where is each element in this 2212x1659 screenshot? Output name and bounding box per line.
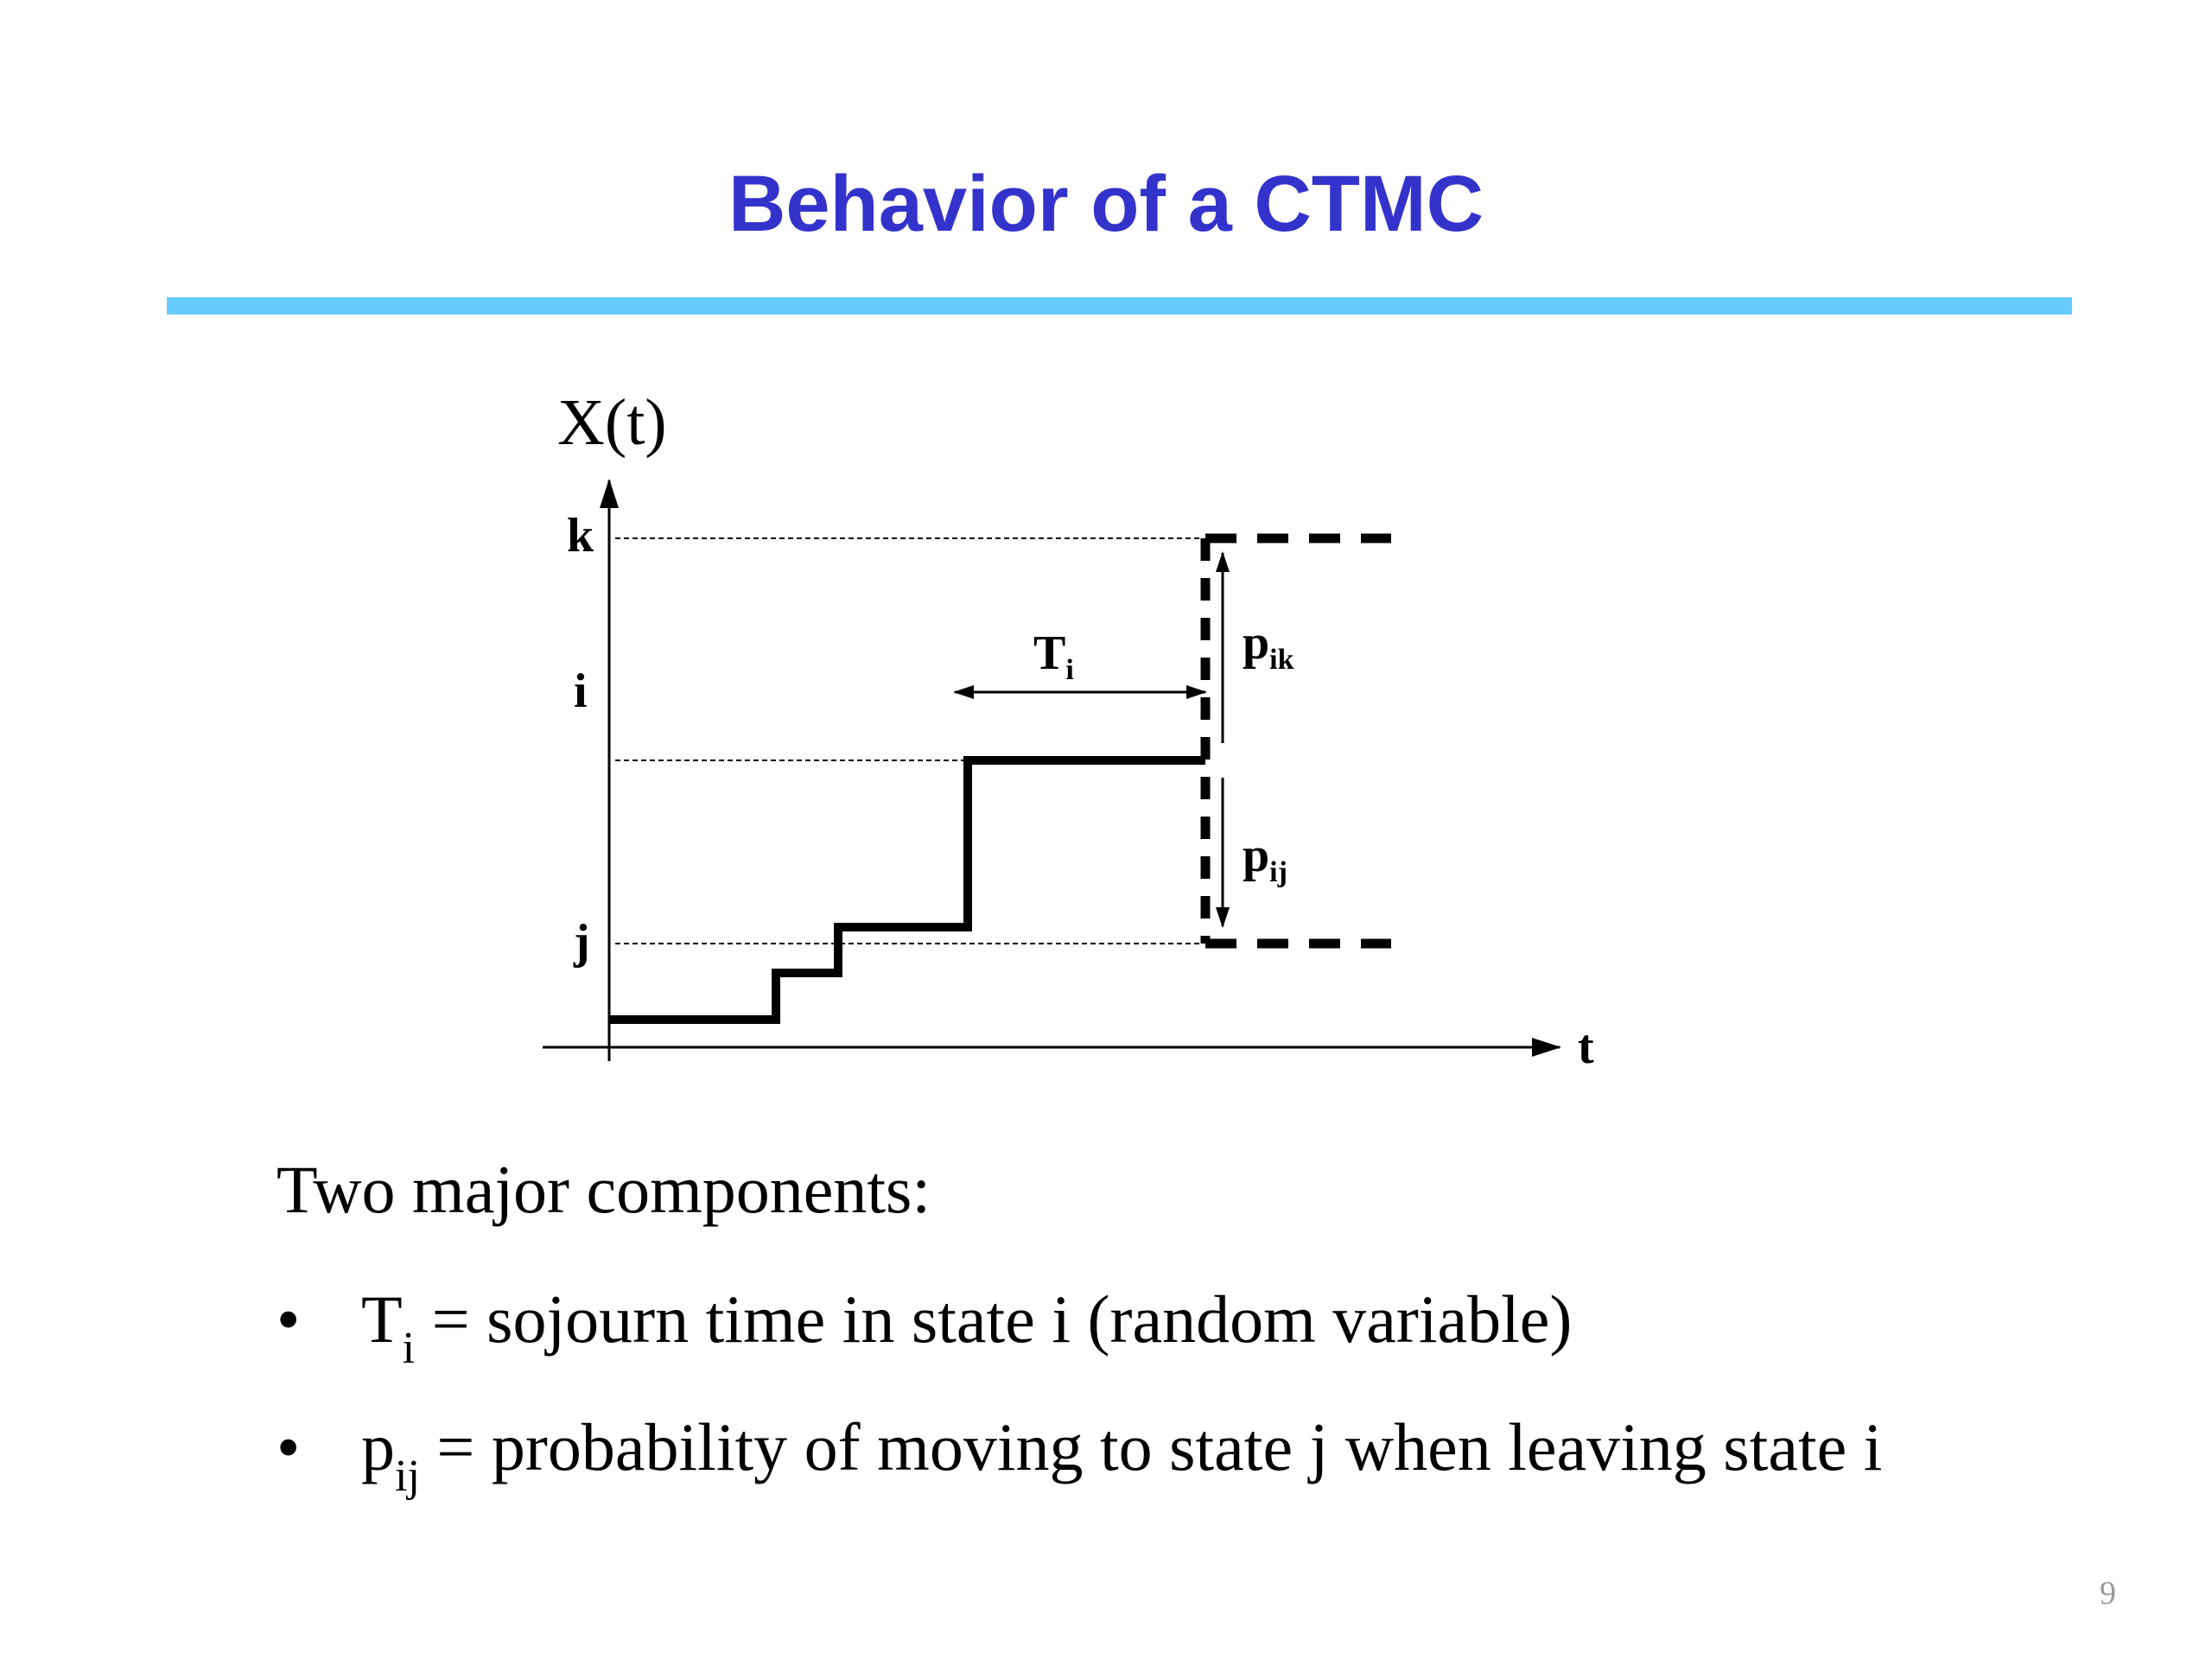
state-k-label: k [567, 509, 594, 563]
bullet-sojourn-time [361, 1281, 1573, 1373]
pij-label: $p_{ij}$ [1243, 829, 1287, 888]
bullet-rest: = probability of moving to state j when leaving state i [419, 1409, 1883, 1484]
bullet-marker: • [276, 1409, 301, 1484]
sojourn-label: $T_i$ [1033, 626, 1074, 686]
sample-path [609, 760, 1205, 1020]
pik-label: $p_{ik}$ [1243, 616, 1294, 676]
state-j-label: j [574, 915, 590, 969]
slide-title: Behavior of a CTMC [728, 160, 1484, 248]
bullet-rest: = sojourn time in state i (random variable) [415, 1281, 1573, 1357]
bullet-subscript: ij [395, 1452, 420, 1501]
bullet-subscript: i [402, 1324, 416, 1373]
x-axis-label: t [1578, 1020, 1594, 1074]
state-i-label: i [574, 664, 588, 718]
intro-text: Two major components: [276, 1152, 931, 1227]
page-number: 9 [2100, 1575, 2116, 1611]
bullet-main: T [361, 1281, 403, 1357]
bullet-transition-probability [361, 1409, 1883, 1501]
bullet-main: p [361, 1409, 395, 1484]
y-axis-label: X(t) [557, 386, 667, 459]
bullet-marker: • [276, 1281, 301, 1357]
